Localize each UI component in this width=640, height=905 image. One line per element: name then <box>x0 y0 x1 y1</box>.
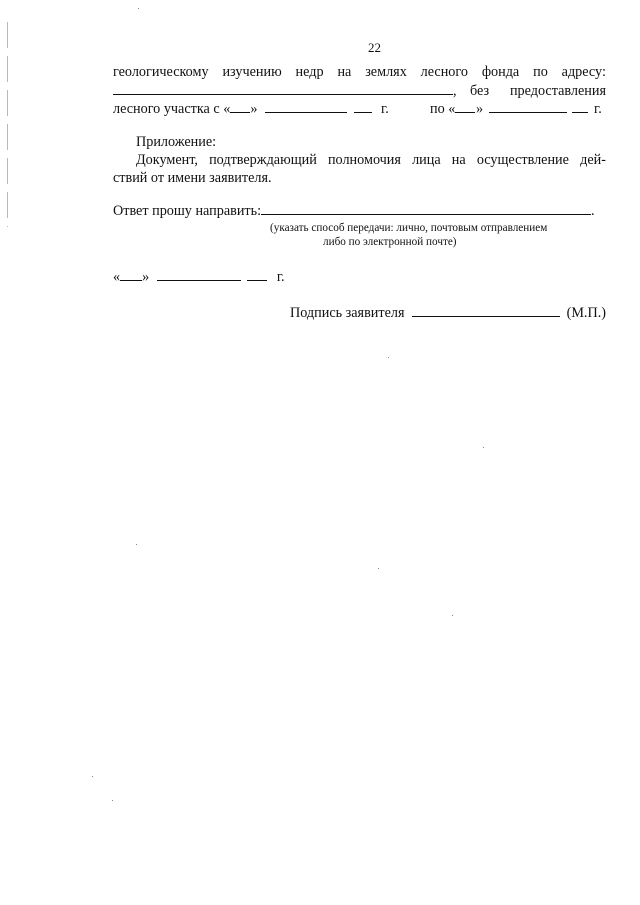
signature-line <box>290 304 606 322</box>
to-year-blank[interactable] <box>572 100 588 113</box>
scan-speck <box>92 776 93 777</box>
intro-line-1 <box>113 63 606 81</box>
response-end-mark: . <box>591 203 595 219</box>
from-day-blank[interactable] <box>230 100 250 113</box>
scan-edge-mark <box>7 22 8 227</box>
attachment-word: осуществление <box>476 152 569 168</box>
intro-word: фонда <box>481 64 520 80</box>
close-quote: » <box>476 101 484 117</box>
date-year-blank[interactable] <box>247 268 267 281</box>
intro-word: на <box>337 64 352 80</box>
response-label: Ответ прошу направить: <box>113 203 262 219</box>
intro-word: без <box>470 83 490 99</box>
intro-word: изучению <box>222 64 282 80</box>
scan-speck <box>483 447 484 448</box>
attachment-line-1 <box>136 151 606 169</box>
attachment-word: Документ, <box>136 152 198 168</box>
date-open-quote: « <box>113 269 121 285</box>
stamp-mark: (М.П.) <box>566 305 606 321</box>
attachment-word: подтверждающий <box>209 152 317 168</box>
attachment-word: на <box>451 152 466 168</box>
from-year-blank[interactable] <box>354 100 372 113</box>
attachment-heading: Приложение: <box>136 134 217 150</box>
date-day-blank[interactable] <box>120 268 142 281</box>
scan-speck <box>388 357 389 358</box>
date-year-abbr: г. <box>276 269 285 285</box>
intro-word: по <box>533 64 548 80</box>
period-to-prefix: по « <box>430 101 456 117</box>
intro-word: предоставления <box>509 83 606 99</box>
period-from-prefix: лесного участка с « <box>113 101 231 117</box>
close-quote: » <box>250 101 258 117</box>
address-comma: , <box>453 83 457 99</box>
scan-speck <box>378 568 379 569</box>
attachment-word: полномочия <box>327 152 401 168</box>
intro-word: адресу: <box>561 64 606 80</box>
response-line <box>113 202 606 220</box>
year-abbr: г. <box>381 101 389 117</box>
intro-word: лесного <box>420 64 468 80</box>
to-month-blank[interactable] <box>489 100 567 113</box>
intro-word: геологическому <box>113 64 209 80</box>
intro-word: землях <box>365 64 407 80</box>
date-line <box>113 268 606 286</box>
intro-word: недр <box>295 64 324 80</box>
scan-speck <box>136 544 137 545</box>
year-abbr: г. <box>594 101 602 117</box>
scan-speck <box>452 615 453 616</box>
response-note-line-2: либо по электронной почте) <box>323 236 457 248</box>
address-blank[interactable] <box>113 82 453 95</box>
scan-speck <box>112 800 113 801</box>
date-month-blank[interactable] <box>157 268 241 281</box>
to-day-blank[interactable] <box>455 100 475 113</box>
scan-speck <box>138 8 139 9</box>
intro-line-3 <box>113 100 606 118</box>
signature-blank[interactable] <box>412 304 560 317</box>
attachment-word: дей- <box>580 152 606 168</box>
response-note-line-1: (указать способ передачи: лично, почтовым отправлением <box>270 222 548 234</box>
attachment-line-2: ствий от имени заявителя. <box>113 170 272 186</box>
signature-label: Подпись заявителя <box>290 305 405 321</box>
from-month-blank[interactable] <box>265 100 347 113</box>
response-method-blank[interactable] <box>261 202 591 215</box>
page-number: 22 <box>368 40 381 55</box>
date-close-quote: » <box>142 269 150 285</box>
attachment-word: лица <box>412 152 441 168</box>
intro-line-2 <box>113 82 606 100</box>
